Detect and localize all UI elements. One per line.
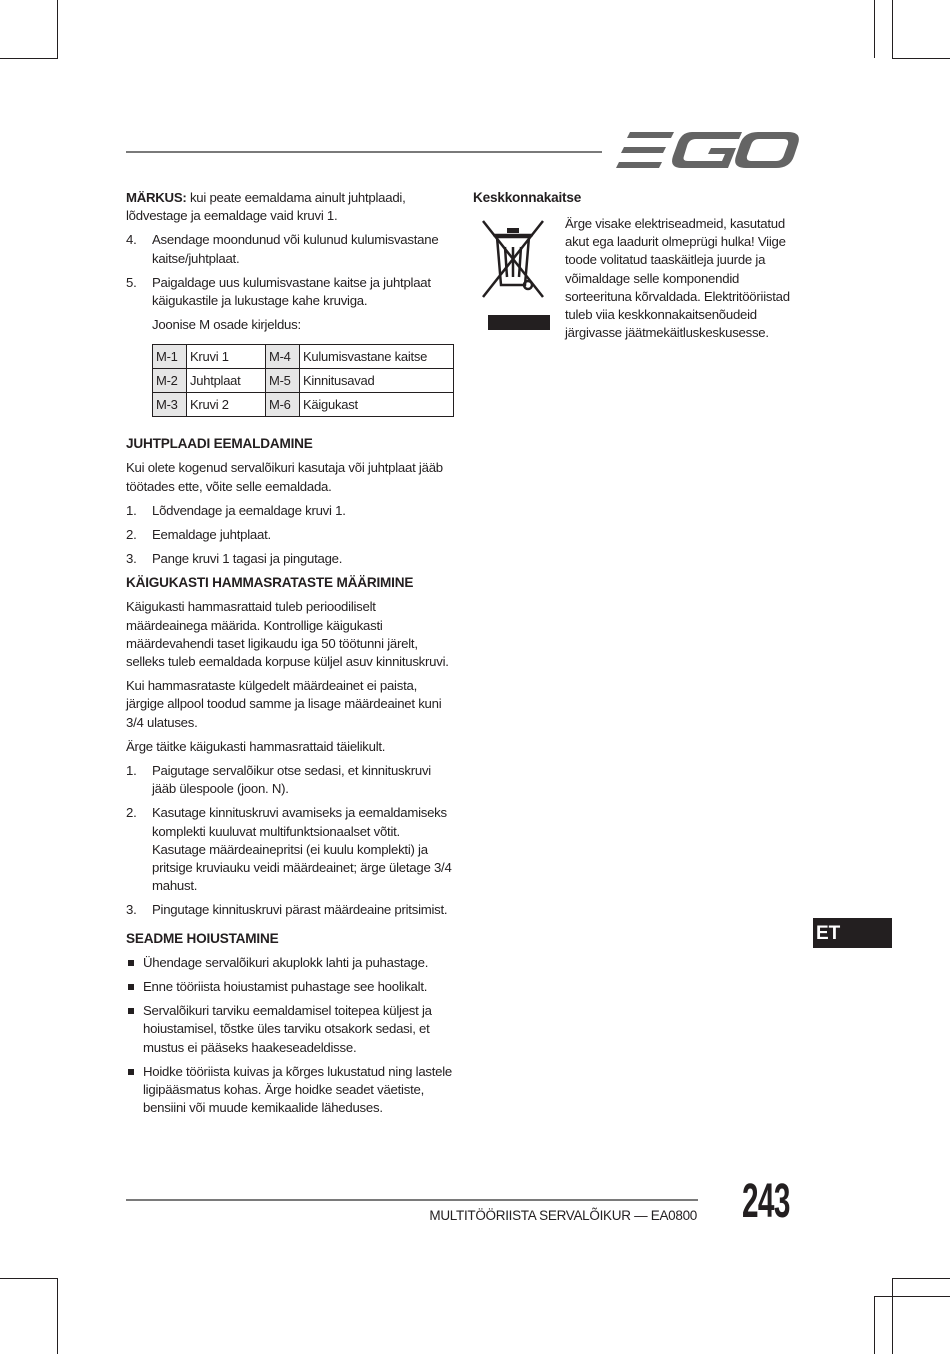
crop-mark: [874, 1296, 875, 1354]
footer-product-line: MULTITÖÖRIISTA SERVALÕIKUR — EA0800: [429, 1208, 697, 1223]
steps-list: [126, 762, 454, 920]
bullet-icon: [128, 1008, 134, 1014]
list-item: [126, 550, 454, 568]
step-text: Pingutage kinnituskruvi pärast määrdeaine pritsimist.: [152, 902, 448, 918]
steps-list: [126, 231, 454, 310]
parts-table: [152, 344, 454, 417]
list-item: [126, 502, 454, 520]
left-column: [126, 189, 454, 1123]
step-text: Eemaldage juhtplaat.: [152, 527, 271, 543]
crossed-out-wheelie-bin-icon: [473, 217, 553, 333]
steps-list: [126, 502, 454, 569]
step-text: Paigaldage uus kulumisvastane kaitse ja juhtplaat käigukastile ja lukustage kahe kruviga.: [152, 274, 431, 309]
step-number: 1.: [126, 763, 137, 779]
crop-mark: [57, 1278, 58, 1354]
note-text: kui peate eemaldama ainult juhtplaadi, lõdvestage ja eemaldage vaid kruvi 1.: [126, 190, 406, 224]
table-row: [153, 345, 454, 369]
environment-text: Ärge visake elektriseadmeid, kasutatud akut ega laadurit olmeprügi hulka! Viige toode volitatud taaskäitleja juurde ja võimaldage selle komponendid sorteerituna kõrvaldada. Elektritööriistad tuleb viia keskkonnakaitsenõudeid järgivasse jäätmekäitluskeskusesse.: [565, 216, 790, 341]
table-cell: Kulumisvastane kaitse: [300, 345, 454, 369]
section-title-gear-lube: KÄIGUKASTI HAMMASRATASTE MÄÄRIMINE: [126, 575, 414, 591]
crop-mark: [57, 0, 58, 59]
bullet-icon: [128, 960, 134, 966]
step-text: Kasutage kinnituskruvi avamiseks ja eemaldamiseks komplekti kuuluvat multifunktsionaalset võtit. Kasutage määrdeainepritsi (ei kuulu komplekti) ja pritsige kruviauku veidi määrdeainet; ärge ületage 3/4 mahust.: [152, 805, 452, 894]
step-text: Pange kruvi 1 tagasi ja pingutage.: [152, 551, 343, 567]
table-cell: Kruvi 1: [187, 345, 266, 369]
table-cell: Kruvi 2: [187, 393, 266, 417]
list-item: [126, 1002, 454, 1057]
crop-mark: [892, 0, 893, 59]
bullet-text: Hoidke tööriista kuivas ja kõrges lukustatud ning lastele ligipääsmatus kohas. Ärge hoidke seadet väetiste, bensiini või muude kemikaalide läheduses.: [143, 1063, 453, 1116]
bullet-text: Servalõikuri tarviku eemaldamisel toitepea küljest ja hoiustamisel, tõstke üles tarviku otsakork sedasi, et mustus ei pääseks haakeseadeldisse.: [143, 1003, 432, 1055]
list-item: [126, 762, 454, 798]
table-cell: Käigukast: [300, 393, 454, 417]
table-cell: M-4: [266, 345, 300, 369]
table-row: [153, 393, 454, 417]
footer-rule: [126, 1199, 698, 1201]
table-cell: Juhtplaat: [187, 369, 266, 393]
table-cell: Kinnitusavad: [300, 369, 454, 393]
list-item: [126, 274, 454, 310]
bullet-icon: [128, 1069, 134, 1075]
section-title-guide-removal: JUHTPLAADI EEMALDAMINE: [126, 436, 313, 452]
step-number: 4.: [126, 232, 137, 248]
bullet-icon: [128, 984, 134, 990]
table-cell: M-2: [153, 369, 187, 393]
page-number: 243: [742, 1175, 790, 1228]
bullet-text: Enne tööriista hoiustamist puhastage see hoolikalt.: [143, 978, 428, 994]
crop-mark: [874, 1296, 950, 1297]
bullet-list: [126, 954, 454, 1118]
note-paragraph: [126, 189, 454, 225]
paragraph: Kui olete kogenud servalõikuri kasutaja või juhtplaat jääb töötades ette, võite selle eemaldada.: [126, 460, 443, 494]
list-item: [126, 1063, 454, 1118]
figure-caption: Joonise M osade kirjeldus:: [152, 317, 301, 333]
table-row: [153, 369, 454, 393]
step-number: 3.: [126, 902, 137, 918]
table-cell: M-1: [153, 345, 187, 369]
table-cell: M-3: [153, 393, 187, 417]
list-item: [126, 804, 454, 895]
step-number: 2.: [126, 805, 137, 821]
step-text: Paigutage servalõikur otse sedasi, et kinnituskruvi jääb ülespoole (joon. N).: [152, 763, 431, 797]
step-number: 3.: [126, 551, 137, 567]
crop-mark: [892, 1278, 893, 1354]
step-text: Asendage moondunud või kulunud kulumisvastane kaitse/juhtplaat.: [152, 232, 439, 266]
bullet-text: Ühendage servalõikuri akuplokk lahti ja puhastage.: [143, 954, 429, 970]
right-column: [473, 189, 795, 341]
list-item: [126, 978, 454, 996]
list-item: [126, 954, 454, 972]
language-tab: ET: [813, 918, 892, 948]
table-cell: M-5: [266, 369, 300, 393]
paragraph: Kui hammasrataste külgedelt määrdeainet ei paista, järgige allpool toodud samme ja lisage määrdeainet kuni 3/4 ulatuses.: [126, 678, 442, 730]
crop-mark: [0, 58, 58, 59]
paragraph: Käigukasti hammasrattaid tuleb perioodiliselt määrdeainega määrida. Kontrollige käigukasti määrdevahendi taset ligikaudu iga 50 töötunni järelt, selleks tuleb eemaldada korpuse küljel asuv kinnituskruvi.: [126, 599, 449, 670]
header-rule: [126, 151, 602, 153]
step-number: 1.: [126, 502, 137, 518]
section-title-storage: SEADME HOIUSTAMINE: [126, 930, 279, 946]
crop-mark: [0, 1278, 58, 1279]
crop-mark: [874, 0, 875, 58]
paragraph: Ärge täitke käigukasti hammasrattaid täielikult.: [126, 738, 386, 754]
list-item: [126, 526, 454, 544]
step-number: 2.: [126, 527, 137, 543]
section-title-environment: Keskkonnakaitse: [473, 190, 582, 205]
step-number: 5.: [126, 274, 137, 290]
list-item: [126, 231, 454, 267]
list-item: [126, 901, 454, 919]
step-text: Lõdvendage ja eemaldage kruvi 1.: [152, 502, 346, 518]
crop-mark: [892, 1278, 950, 1279]
table-cell: M-6: [266, 393, 300, 417]
crop-mark: [892, 58, 950, 59]
note-label: MÄRKUS:: [126, 190, 187, 205]
ego-logo: [616, 128, 800, 172]
